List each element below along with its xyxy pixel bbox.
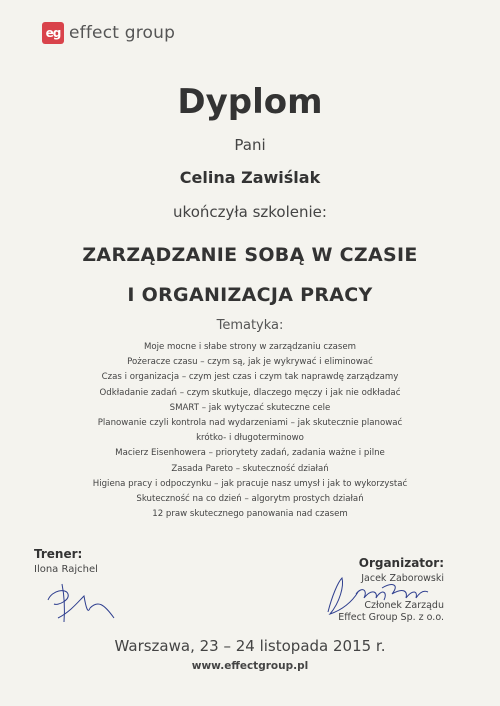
topic-item: Skuteczność na co dzień – algorytm prostych działań [136,493,364,504]
company-logo [42,22,175,44]
course-title-line-2: I ORGANIZACJA PRACY [127,284,373,306]
trainer-block [34,547,98,575]
place-and-date: Warszawa, 23 – 24 listopada 2015 r. [114,637,386,655]
organizer-company: Effect Group Sp. z o.o. [338,612,444,623]
trainer-name: Ilona Rajchel [34,564,98,575]
completed-text: ukończyła szkolenie: [173,203,327,221]
topic-item: Macierz Eisenhowera – priorytety zadań, zadania ważne i pilne [115,448,385,459]
logo-mark: eg [42,22,64,44]
topic-item: SMART – jak wytyczać skuteczne cele [169,402,331,413]
topic-item: 12 praw skutecznego panowania nad czasem [152,509,348,520]
trainer-signature [44,578,124,626]
trainer-label: Trener: [34,547,83,561]
topics-heading: Tematyka: [216,318,284,333]
recipient-name: Celina Zawiślak [179,168,321,187]
topic-item: Czas i organizacja – czym jest czas i czym tak naprawdę zarządzamy [101,372,399,383]
organizer-block [338,556,444,624]
diploma-title: Dyplom [177,82,323,122]
topic-item: Odkładanie zadań – czym skutkuje, dlaczego męczy i jak nie odkładać [99,387,401,398]
salutation: Pani [234,136,266,154]
organizer-role: Członek Zarządu [364,600,444,611]
website-link[interactable]: www.effectgroup.pl [191,660,309,672]
logo-text: effect group [69,23,176,43]
organizer-label: Organizator: [358,556,444,570]
topics-list [0,340,500,522]
topic-item: Moje mocne i słabe strony w zarządzaniu czasem [143,342,357,352]
organizer-person: Jacek Zaborowski [361,573,444,584]
topic-item: Zasada Pareto – skuteczność działań [171,463,329,474]
topic-item: Planowanie czyli kontrola nad wydarzeniami – jak skutecznie planować [97,417,403,428]
course-title-line-1: ZARZĄDZANIE SOBĄ W CZASIE [82,244,418,266]
topic-item: krótko- i długoterminowo [196,433,304,444]
topic-item: Higiena pracy i odpoczynku – jak pracuje nasz umysł i jak to wykorzystać [92,478,408,489]
topic-item: Pożeracze czasu – czym są, jak je wykrywać i eliminować [127,357,373,368]
